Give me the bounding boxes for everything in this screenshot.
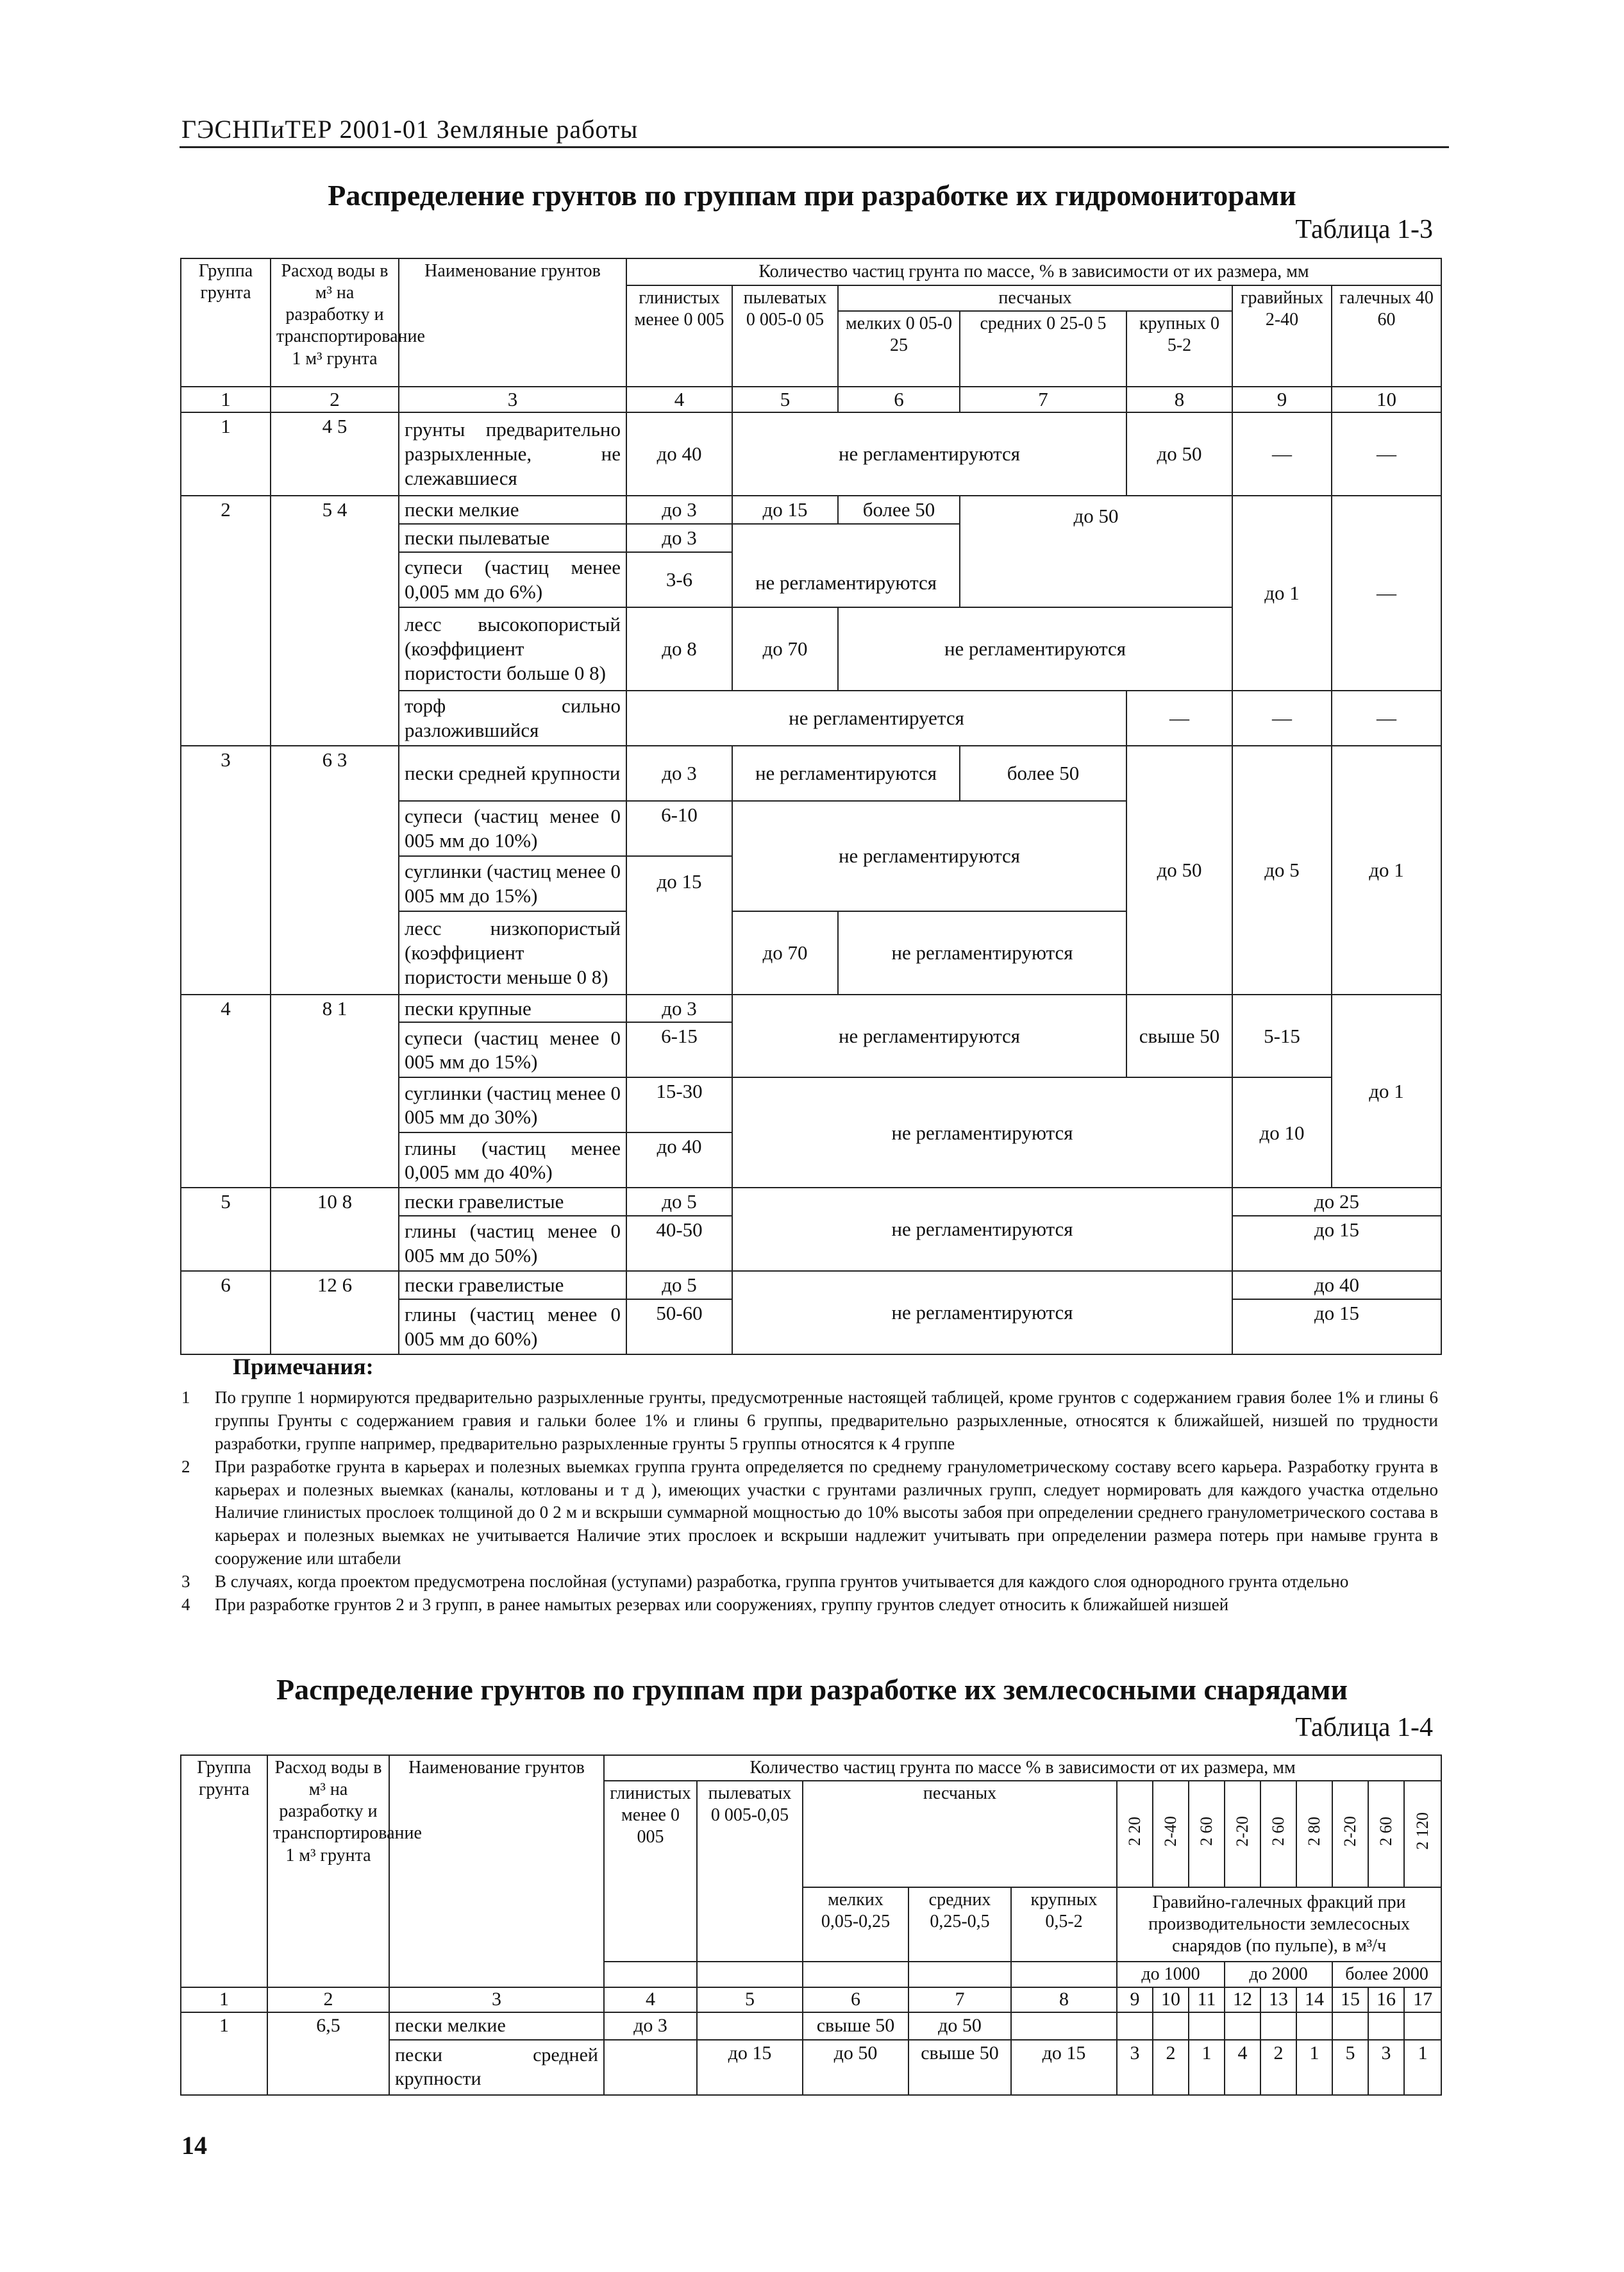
note-text: При разработке грунта в карьерах и полезных выемках группа грунта определяется по среднему гранулометрическому составу всего карьера. Разработку грунта в карьерах и полезных выемках (каналы, котлованы и т д ), имеющих участки с грунтами различных групп, следует нормировать для каждого участка отдельно Наличие глинистых прослоек толщиной до 0 2 м и вскрыши суммарной мощностью до 10% высоты забоя при определении среднего гранулометрического состава в карьерах и полезных выемках не учитывается Наличие этих прослоек и вскрыши надлежит учитывать при определении размера потерь при намыве грунта в сооружение или штабели [215,1456,1438,1569]
note-item [181,1570,1438,1594]
water-rate: 6 3 [271,746,399,995]
header-fraction [1260,1781,1296,1887]
header-fraction [1117,1781,1153,1887]
running-header: ГЭСНПиТЕР 2001-01 Земляные работы [181,115,639,144]
col-number: 8 [1126,387,1232,412]
cell: 1 [1189,2040,1225,2095]
soil-name: суглинки (частиц менее 0 005 мм до 15%) [399,856,626,911]
cell: 6-15 [626,1022,732,1077]
header-coarse: крупных 0 5-2 [1126,311,1232,387]
cell: до 15 [697,2040,803,2095]
water-rate: 6,5 [267,2012,389,2095]
group-number: 6 [181,1271,271,1354]
header-coarse: крупных 0,5-2 [1011,1887,1117,1962]
header-fraction [1189,1781,1225,1887]
water-rate: 10 8 [271,1188,399,1271]
col-number: 4 [626,387,732,412]
col-number: 11 [1189,1987,1225,2012]
cell: — [1232,412,1332,496]
cell: не регламентируются [838,911,1126,995]
soil-name: пески крупные [399,995,626,1023]
note-number: 3 [181,1572,190,1592]
water-rate: 8 1 [271,995,399,1188]
col-number: 13 [1260,1987,1296,2012]
cell: до 25 [1232,1188,1441,1216]
fraction-label: 2 80 [1305,1816,1324,1846]
header-productivity-2: до 2000 [1225,1962,1332,1987]
cell: 3-6 [626,552,732,607]
group-number: 1 [181,412,271,496]
cell [1260,2012,1296,2040]
header-water: Расход воды в м³ на разработку и транспортирование 1 м³ грунта [271,258,399,387]
group-number: 3 [181,746,271,995]
blank-cell [604,1962,697,1987]
cell: — [1332,412,1441,496]
cell [1117,2012,1153,2040]
soil-name: глины (частиц менее 0 005 мм до 60%) [399,1299,626,1354]
header-productivity-1: до 1000 [1117,1962,1225,1987]
fraction-label: 2-20 [1341,1815,1360,1847]
note-number: 1 [181,1387,190,1407]
cell: до 3 [626,496,732,524]
soil-name: торф сильно разложившийся [399,691,626,746]
col-number: 7 [908,1987,1011,2012]
cell: до 15 [1232,1299,1441,1354]
fraction-label: 2 60 [1197,1816,1216,1846]
fraction-label: 2 60 [1269,1816,1288,1846]
cell: 1 [1296,2040,1332,2095]
cell: более 50 [838,496,960,524]
header-medium: средних 0 25-0 5 [960,311,1126,387]
header-fine: мелких 0 05-0 25 [838,311,960,387]
cell: свыше 50 [803,2012,908,2040]
header-gravel: гравийных 2-40 [1232,285,1332,387]
cell: до 70 [732,911,838,995]
cell [1011,2012,1117,2040]
blank-cell [1011,1962,1117,1987]
col-number: 7 [960,387,1126,412]
cell: 3 [1368,2040,1404,2095]
header-productivity-3: более 2000 [1332,1962,1441,1987]
header-silt: пылеватых 0 005-0 05 [732,285,838,387]
header-soil-name: Наименование грунтов [399,258,626,387]
header-fraction [1404,1781,1441,1887]
col-number: 4 [604,1987,697,2012]
note-text: По группе 1 нормируются предварительно разрыхленные грунты, предусмотренные настоящей таблицей, кроме грунтов с содержанием гравия более 1% и глины 6 группы Грунты с содержанием гравия и гальки более 1% и глины 6 группы, предварительно разрыхленные, относятся к ближайшей, низшей по трудности разработки, группе например, предварительно разрыхленные грунты 5 группы относятся к 4 группе [215,1387,1438,1453]
cell: до 50 [803,2040,908,2095]
cell: 50-60 [626,1299,732,1354]
header-sand: песчаных [838,285,1232,311]
soil-name: грунты предварительно разрыхленные, не слежавшиеся [399,412,626,496]
cell: свыше 50 [908,2040,1011,2095]
header-fraction [1368,1781,1404,1887]
cell: до 5 [1232,746,1332,995]
header-water: Расход воды в м³ на разработку и транспортирование 1 м³ грунта [267,1755,389,1987]
cell: до 40 [1232,1271,1441,1299]
col-number: 5 [732,387,838,412]
col-number: 1 [181,387,271,412]
col-number: 12 [1225,1987,1260,2012]
header-particle-qty: Количество частиц грунта по массе % в зависимости от их размера, мм [604,1755,1441,1781]
col-number: 3 [389,1987,604,2012]
cell [697,2012,803,2040]
col-number: 9 [1117,1987,1153,2012]
header-particle-qty: Количество частиц грунта по массе, % в зависимости от их размера, мм [626,258,1441,285]
cell: до 15 [732,496,838,524]
cell: до 3 [626,746,732,801]
soil-name: пески гравелистые [399,1271,626,1299]
cell [604,2040,697,2095]
col-number: 10 [1153,1987,1189,2012]
cell: — [1126,691,1232,746]
col-number: 2 [271,387,399,412]
table-1-4 [180,1754,1442,2096]
note-item [181,1386,1438,1456]
cell: до 3 [626,524,732,552]
group-number: 5 [181,1188,271,1271]
note-number: 2 [181,1456,190,1476]
col-number: 10 [1332,387,1441,412]
cell: 6-10 [626,801,732,856]
soil-name: лесс низкопористый (коэффициент пористости меньше 0 8) [399,911,626,995]
fraction-label: 2 120 [1413,1812,1432,1850]
cell: до 10 [1232,1077,1332,1188]
header-clay: глинистых менее 0 005 [604,1781,697,1962]
header-sand: песчаных [803,1781,1117,1887]
header-silt: пылеватых 0 005-0,05 [697,1781,803,1962]
cell [1404,2012,1441,2040]
cell: — [1232,691,1332,746]
group-number: 4 [181,995,271,1188]
col-number: 3 [399,387,626,412]
header-medium: средних 0,25-0,5 [908,1887,1011,1962]
col-number: 16 [1368,1987,1404,2012]
cell: до 15 [1011,2040,1117,2095]
water-rate: 12 6 [271,1271,399,1354]
header-group: Группа грунта [181,258,271,387]
cell: 2 [1260,2040,1296,2095]
cell [1368,2012,1404,2040]
col-number: 6 [803,1987,908,2012]
soil-name: лесс высокопористый (коэффициент пористости больше 0 8) [399,607,626,691]
notes [181,1352,1438,1617]
table-1-4-title: Распределение грунтов по группам при разработке их землесосными снарядами [276,1673,1348,1706]
header-productivity: Гравийно-галечных фракций при производительности землесосных снарядов (по пульпе), в м³/ч [1117,1887,1441,1962]
header-clay: глинистых менее 0 005 [626,285,732,387]
cell: не регламентируются [732,801,1126,911]
soil-name: пески пылеватые [399,524,626,552]
soil-name: глины (частиц менее 0 005 мм до 50%) [399,1216,626,1271]
cell: не регламентируются [732,746,960,801]
cell: не регламентируются [732,1271,1232,1354]
cell: до 8 [626,607,732,691]
cell [1332,2012,1368,2040]
cell: 5 [1332,2040,1368,2095]
cell: не регламентируются [732,524,960,607]
table-1-4-label: Таблица 1-4 [1295,1713,1433,1742]
header-fine: мелких 0,05-0,25 [803,1887,908,1962]
cell: не регламентируются [732,995,1126,1078]
col-number: 5 [697,1987,803,2012]
soil-name: супеси (частиц менее 0,005 мм до 6%) [399,552,626,607]
cell: до 1 [1332,746,1441,995]
cell: до 5 [626,1188,732,1216]
cell: 15-30 [626,1077,732,1132]
cell: более 50 [960,746,1126,801]
soil-name: суглинки (частиц менее 0 005 мм до 30%) [399,1077,626,1132]
cell: до 70 [732,607,838,691]
note-text: При разработке грунтов 2 и 3 групп, в ранее намытых резервах или сооружениях, группу грунтов следует относить к ближайшей низшей [215,1595,1229,1615]
table-1-3-title: Распределение грунтов по группам при разработке их гидромониторами [328,179,1296,212]
cell: 4 [1225,2040,1260,2095]
header-fraction [1332,1781,1368,1887]
cell [1225,2012,1260,2040]
cell: до 3 [604,2012,697,2040]
header-group: Группа грунта [181,1755,267,1987]
table-1-3 [180,258,1442,1355]
cell: до 50 [908,2012,1011,2040]
col-number: 1 [181,1987,267,2012]
col-number: 15 [1332,1987,1368,2012]
table-1-3-label: Таблица 1-3 [1295,215,1433,244]
cell: до 50 [1126,412,1232,496]
soil-name: пески мелкие [399,496,626,524]
cell: 40-50 [626,1216,732,1271]
cell: — [1332,691,1441,746]
blank-cell [697,1962,803,1987]
header-pebble: галечных 40 60 [1332,285,1441,387]
notes-title: Примечания: [233,1354,374,1379]
note-item [181,1456,1438,1571]
cell: не регламентируются [838,607,1232,691]
col-number: 6 [838,387,960,412]
blank-cell [908,1962,1011,1987]
soil-name: супеси (частиц менее 0 005 мм до 15%) [399,1022,626,1077]
header-soil-name: Наименование грунтов [389,1755,604,1987]
cell: до 3 [626,995,732,1023]
cell: до 5 [626,1271,732,1299]
cell: до 40 [626,412,732,496]
fraction-label: 2-40 [1161,1815,1180,1847]
cell: 1 [1404,2040,1441,2095]
blank-cell [803,1962,908,1987]
water-rate: 4 5 [271,412,399,496]
col-number: 14 [1296,1987,1332,2012]
cell [1296,2012,1332,2040]
fraction-label: 2 60 [1377,1816,1396,1846]
soil-name: супеси (частиц менее 0 005 мм до 10%) [399,801,626,856]
cell: до 15 [626,856,732,995]
cell: 2 [1153,2040,1189,2095]
soil-name: пески гравелистые [399,1188,626,1216]
col-number: 8 [1011,1987,1117,2012]
group-number: 1 [181,2012,267,2095]
cell: не регламентируется [626,691,1126,746]
soil-name: пески мелкие [389,2012,604,2040]
cell: свыше 50 [1126,995,1232,1078]
soil-name: глины (частиц менее 0,005 мм до 40%) [399,1132,626,1188]
cell: — [1332,496,1441,691]
page-number: 14 [181,2131,207,2160]
cell: до 50 [1126,746,1232,995]
fraction-label: 2 20 [1125,1816,1144,1846]
soil-name: пески средней крупности [389,2040,604,2095]
cell: до 50 [960,496,1232,607]
cell: не регламентируются [732,1188,1232,1271]
cell: не регламентируются [732,412,1126,496]
header-fraction [1153,1781,1189,1887]
header-rule [180,146,1449,148]
group-number: 2 [181,496,271,746]
cell: не регламентируются [732,1077,1232,1188]
soil-name: пески средней крупности [399,746,626,801]
col-number: 9 [1232,387,1332,412]
col-number: 17 [1404,1987,1441,2012]
note-text: В случаях, когда проектом предусмотрена послойная (уступами) разработка, группа грунтов учитывается для каждого слоя однородного грунта отдельно [215,1572,1349,1592]
water-rate: 5 4 [271,496,399,746]
col-number: 2 [267,1987,389,2012]
header-fraction [1296,1781,1332,1887]
cell: до 1 [1332,995,1441,1188]
cell: до 40 [626,1132,732,1188]
note-number: 4 [181,1595,190,1615]
fraction-label: 2-20 [1233,1815,1252,1847]
cell: 3 [1117,2040,1153,2095]
cell: 5-15 [1232,995,1332,1078]
note-item [181,1594,1438,1617]
cell [1153,2012,1189,2040]
cell: до 1 [1232,496,1332,691]
cell: до 15 [1232,1216,1441,1271]
cell [1189,2012,1225,2040]
header-fraction [1225,1781,1260,1887]
